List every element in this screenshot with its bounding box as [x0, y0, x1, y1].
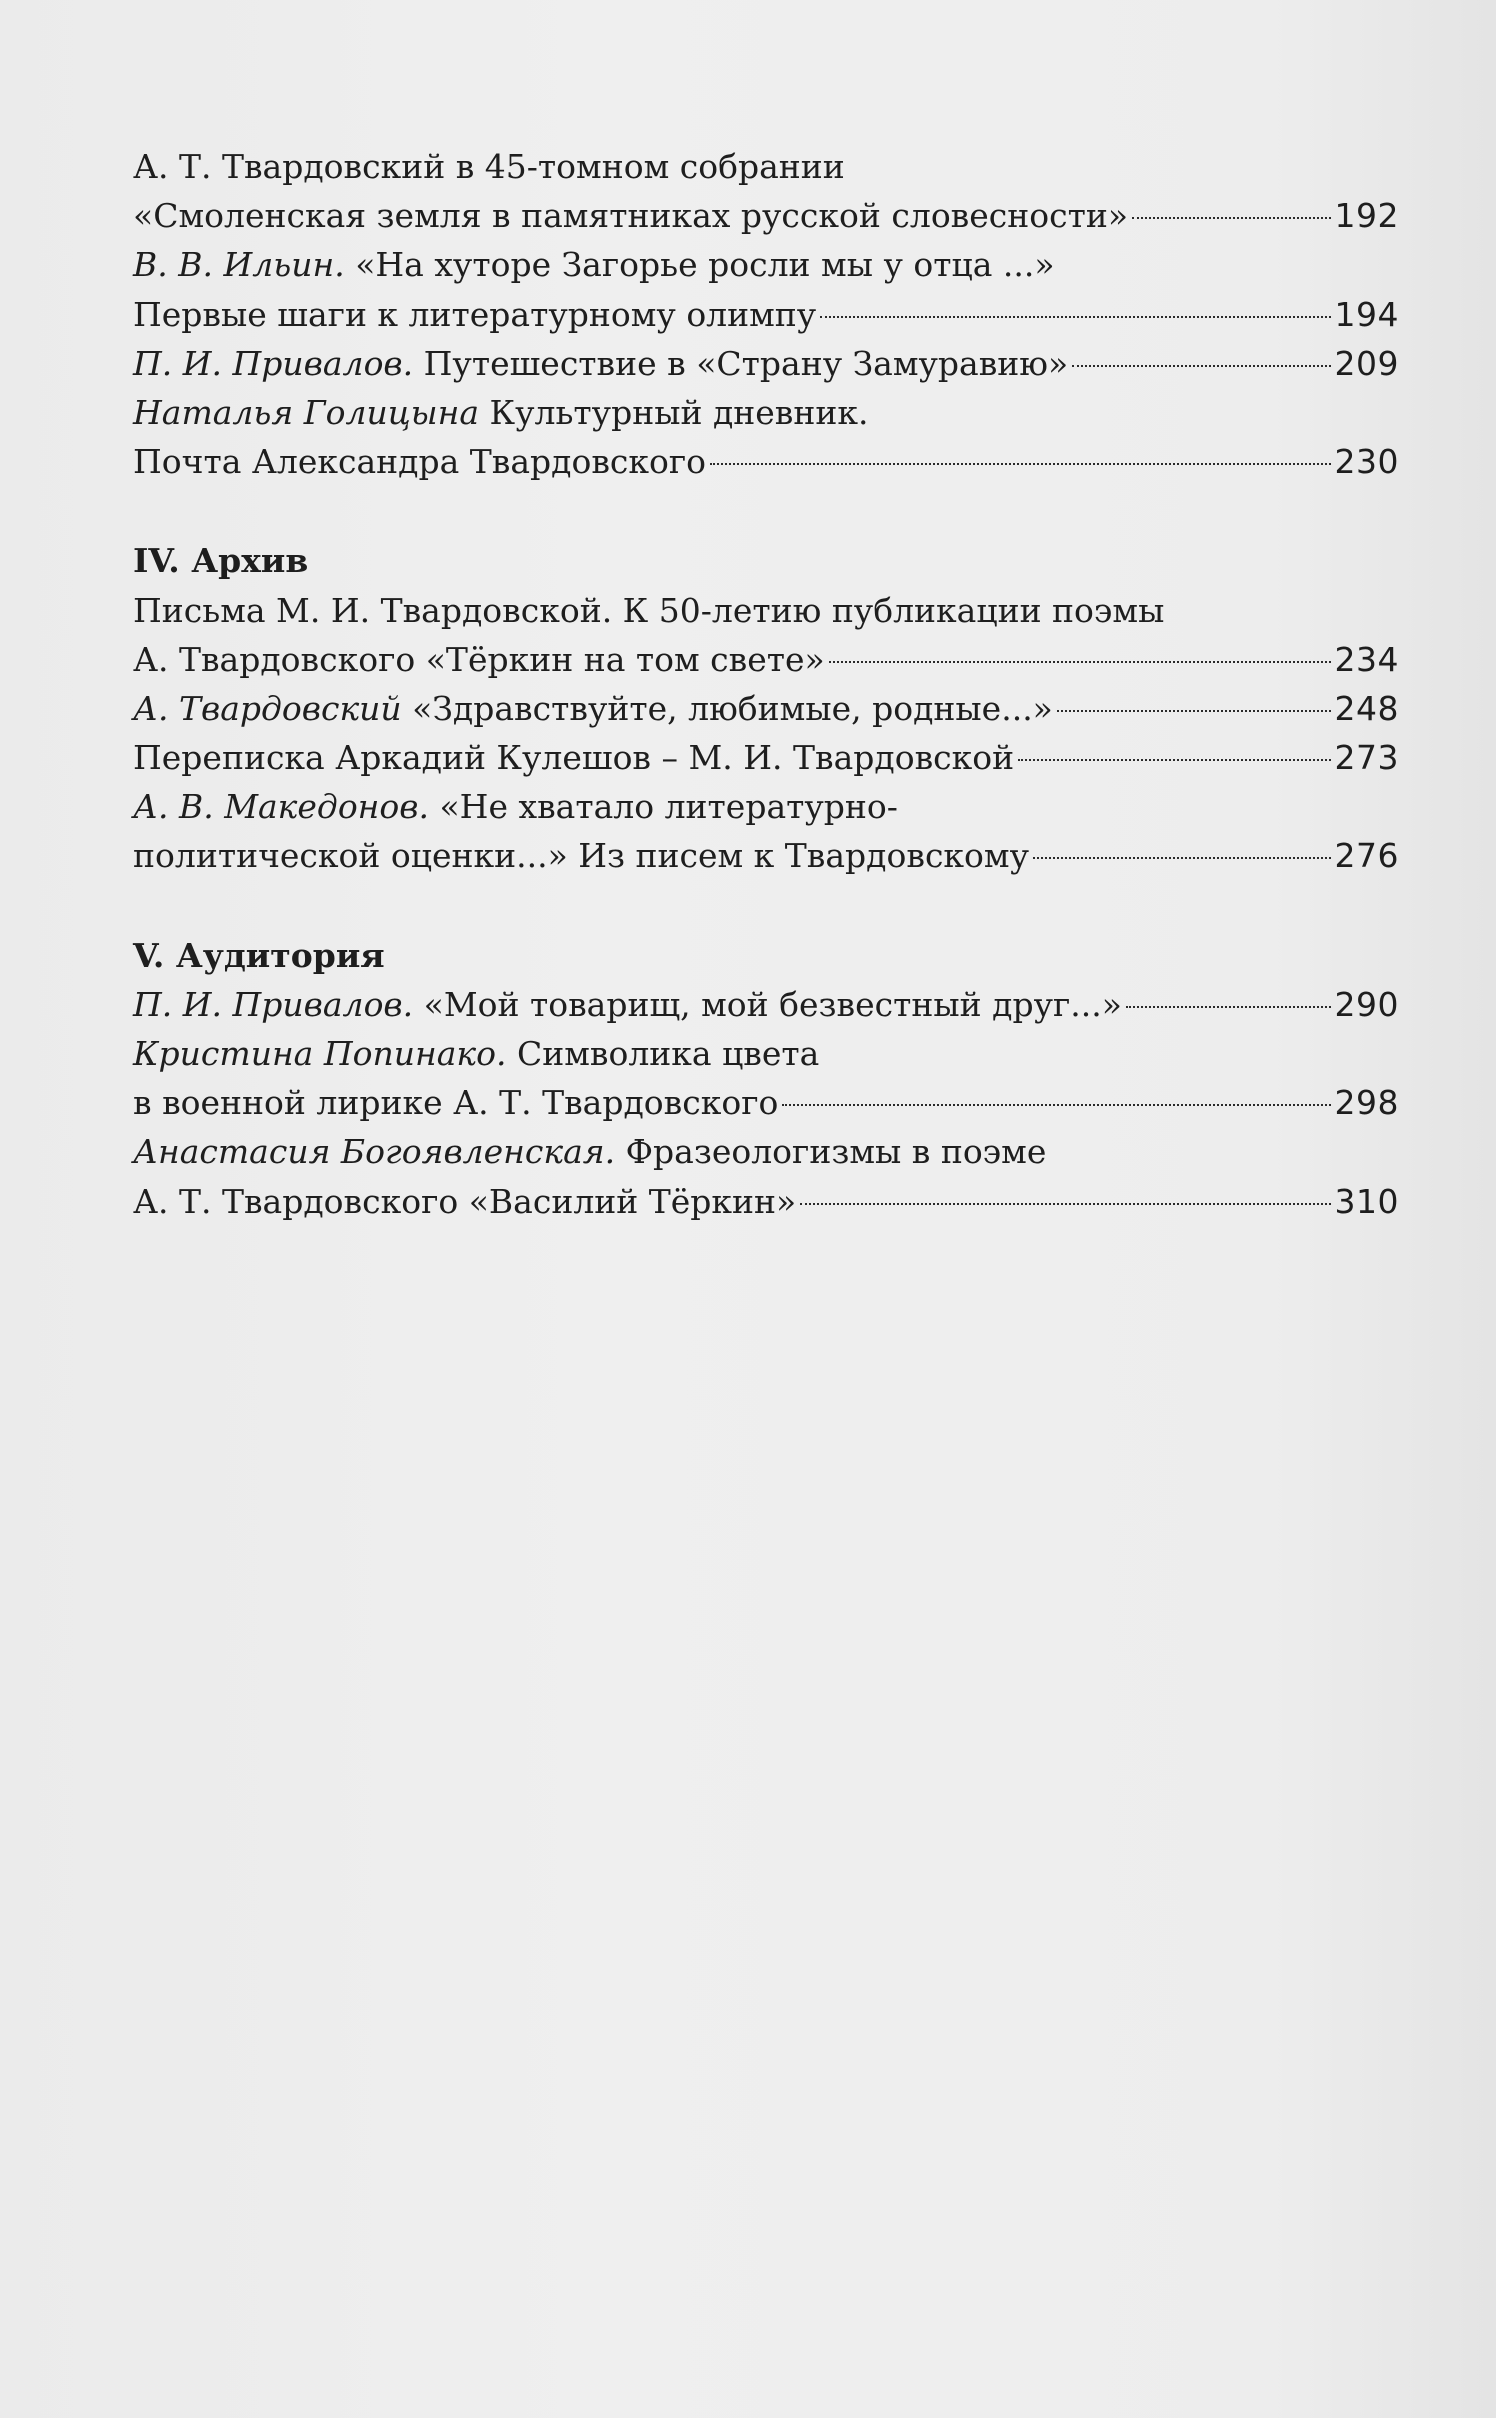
toc-entry	[133, 1127, 1399, 1176]
entry-title: политической оценки...» Из писем к Твардовскому	[133, 836, 1030, 876]
toc-entry	[133, 290, 1399, 339]
page-number: 276	[1334, 836, 1399, 876]
entry-title: «Мой товарищ, мой безвестный друг...»	[413, 984, 1122, 1024]
toc-entry	[133, 1177, 1399, 1226]
dot-leader	[710, 463, 1330, 465]
toc-entry	[133, 437, 1399, 486]
dot-leader	[1126, 1006, 1331, 1008]
entry-author: П. И. Привалов.	[133, 984, 414, 1024]
toc-entry	[133, 191, 1399, 240]
toc-entry	[133, 240, 1399, 289]
dot-leader	[1033, 857, 1330, 859]
entry-author: В. В. Ильин.	[133, 245, 345, 285]
entry-title: Символика цвета	[506, 1034, 820, 1073]
table-of-contents	[133, 142, 1399, 1226]
toc-entry	[133, 831, 1399, 880]
entry-title: Культурный дневник.	[479, 392, 869, 432]
entry-title: Переписка Аркадий Кулешов – М. И. Твардовской	[133, 738, 1015, 778]
dot-leader	[782, 1104, 1330, 1106]
page-number: 194	[1334, 294, 1399, 334]
section-gap	[133, 486, 1399, 536]
toc-entry	[133, 586, 1399, 635]
entry-author: Кристина Попинако.	[133, 1034, 507, 1073]
entry-title: в военной лирике А. Т. Твардовского	[133, 1083, 779, 1123]
entry-author: А. Твардовский	[133, 688, 402, 728]
page-number: 209	[1334, 343, 1399, 383]
page-number: 310	[1334, 1181, 1399, 1221]
page-number: 234	[1334, 639, 1399, 679]
entry-title: Фразеологизмы в поэме	[615, 1132, 1047, 1172]
section-heading-archive: IV. Архив	[133, 541, 309, 581]
toc-entry	[133, 1029, 1399, 1078]
entry-author: Наталья Голицына	[133, 392, 480, 432]
entry-title: А. Т. Твардовского «Василий Тёркин»	[133, 1181, 797, 1221]
entry-title: «На хуторе Загорье росли мы у отца ...»	[344, 245, 1055, 285]
page-number: 248	[1334, 688, 1399, 728]
entry-author: А. В. Македонов.	[133, 787, 429, 827]
page-number: 192	[1334, 196, 1399, 236]
toc-group-audience	[133, 980, 1399, 1226]
entry-title: «Не хватало литературно-	[429, 787, 898, 827]
section-gap	[133, 881, 1399, 931]
dot-leader	[1132, 217, 1330, 219]
dot-leader	[1072, 365, 1330, 367]
dot-leader	[820, 316, 1330, 318]
entry-title: Письма М. И. Твардовской. К 50-летию публикации поэмы	[133, 590, 1165, 630]
dot-leader	[829, 661, 1331, 663]
entry-author: Анастасия Богоявленская.	[133, 1132, 616, 1172]
entry-title: Почта Александра Твардовского	[133, 442, 707, 482]
toc-entry	[133, 339, 1399, 388]
toc-entry	[133, 733, 1399, 782]
toc-entry	[133, 388, 1399, 437]
entry-title: А. Т. Твардовский в 45-томном собрании	[133, 147, 845, 186]
toc-group-top	[133, 142, 1399, 486]
entry-title: Первые шаги к литературному олимпу	[133, 294, 817, 334]
toc-group-archive	[133, 586, 1399, 881]
toc-entry	[133, 782, 1399, 831]
section-heading-audience: V. Аудитория	[133, 935, 385, 975]
entry-title: Путешествие в «Страну Замуравию»	[413, 343, 1069, 383]
toc-entry	[133, 980, 1399, 1029]
entry-author: П. И. Привалов.	[133, 343, 414, 383]
toc-entry	[133, 142, 1399, 191]
entry-title: «Здравствуйте, любимые, родные...»	[401, 688, 1053, 728]
toc-entry	[133, 684, 1399, 733]
page-number: 273	[1334, 738, 1399, 778]
page-number: 290	[1334, 984, 1399, 1024]
dot-leader	[1018, 759, 1330, 761]
entry-title: А. Твардовского «Тёркин на том свете»	[133, 639, 825, 679]
toc-entry	[133, 635, 1399, 684]
entry-title: «Смоленская земля в памятниках русской словесности»	[133, 196, 1129, 236]
dot-leader	[800, 1203, 1330, 1205]
page-number: 230	[1334, 442, 1399, 482]
dot-leader	[1057, 710, 1331, 712]
toc-entry	[133, 1078, 1399, 1127]
page-number: 298	[1334, 1083, 1399, 1123]
